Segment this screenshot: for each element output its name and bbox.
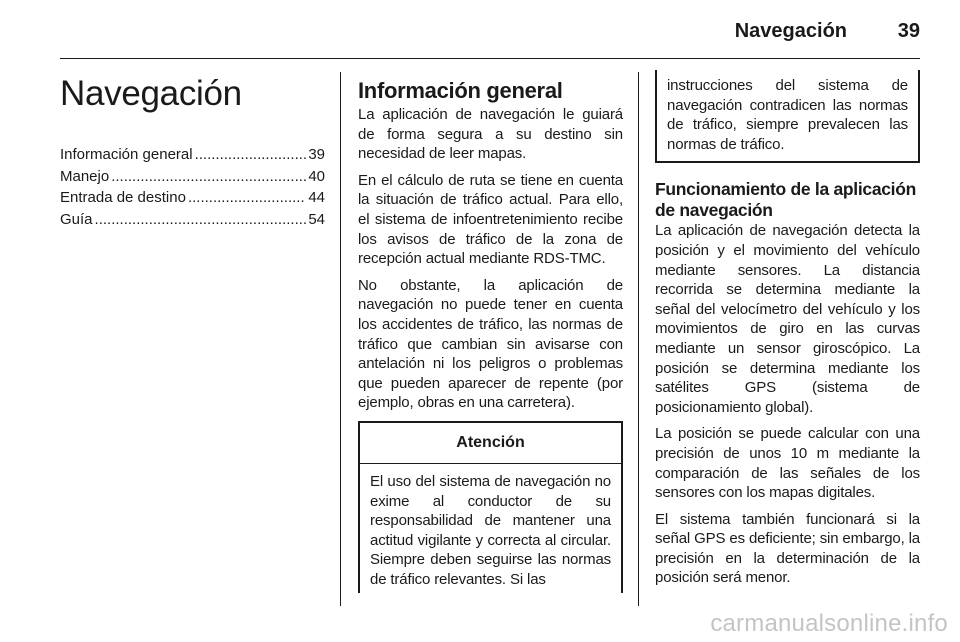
column-general-info	[358, 78, 623, 593]
body-paragraph: La posición se puede calcular con una precisión de unos 10 m mediante la comparación de las señales de los sensores con los mapas digitales.	[655, 425, 920, 502]
toc-entry-page: 44	[308, 189, 325, 207]
body-paragraph: El sistema también funcionará si la señal GPS es deficiente; sin embargo, la precisión en la determinación de la posición será menor.	[655, 510, 920, 587]
warning-text-continued: instrucciones del sistema de navegación contradicen las normas de tráfico, siempre prevalecen las normas de tráfico.	[667, 77, 908, 153]
warning-text: El uso del sistema de navegación no exime al conductor de su responsabilidad de mantener una actitud vigilante y correcta al circular. Siempre deben seguirse las normas de tráfico relevantes. Si las	[370, 472, 611, 588]
page-header	[0, 0, 960, 60]
toc-entry[interactable]	[60, 166, 325, 188]
body-paragraph: La aplicación de navegación detecta la posición y el movimiento del vehículo mediante sensores. La distancia recorrida se determina mediante la señal del velocímetro del vehículo y los movimientos de giro en las curvas mediante un sensor giroscópico. La posición se determina mediante los satélites GPS (sistema de posicionamiento global).	[655, 222, 920, 416]
column-divider-1	[340, 72, 341, 606]
watermark: carmanualsonline.info	[710, 610, 948, 637]
chapter-title: Navegación	[60, 74, 242, 113]
subsection-heading: Funcionamiento de la aplicación de navegación	[655, 179, 917, 221]
toc-leader-dots	[188, 187, 306, 209]
section-heading: Información general	[358, 78, 563, 103]
toc-entry-page: 40	[308, 167, 325, 185]
toc-leader-dots	[111, 166, 306, 188]
toc-leader-dots	[95, 209, 307, 231]
toc-entry-label: Guía	[60, 211, 93, 229]
body-paragraph: No obstante, la aplicación de navegación no puede tener en cuenta los accidentes de tráfico, las normas de tráfico que cambian sin avisarse con antelación ni los peligros o problemas que pueden aparecer de repente (por ejemplo, obras en una carretera).	[358, 276, 623, 412]
toc-entry[interactable]	[60, 209, 325, 231]
toc-entry-label: Información general	[60, 146, 193, 163]
column-navigation-operation	[655, 70, 920, 595]
header-divider	[60, 58, 920, 59]
body-paragraph: En el cálculo de ruta se tiene en cuenta la situación de tráfico actual. Para ello, el sistema de infoentretenimiento recibe los avisos de tráfico de la zona de recepción actual mediante RDS-TMC.	[358, 171, 623, 268]
warning-title: Atención	[360, 423, 621, 464]
column-divider-2	[638, 72, 639, 606]
toc-entry-label: Manejo	[60, 167, 110, 185]
toc-entry[interactable]	[60, 144, 325, 166]
toc-leader-dots	[195, 144, 307, 166]
warning-box-continued	[655, 70, 920, 163]
toc-entry-page: 39	[308, 146, 325, 163]
body-paragraph: La aplicación de navegación le guiará de forma segura a su destino sin necesidad de leer mapas.	[358, 106, 623, 163]
toc-entry-label: Entrada de destino	[60, 189, 186, 207]
toc-entry[interactable]	[60, 187, 325, 209]
warning-body	[360, 464, 621, 590]
toc-entry-page: 54	[308, 211, 325, 229]
page-number: 39	[897, 20, 920, 42]
column-toc	[60, 70, 325, 231]
warning-box	[358, 421, 623, 593]
running-header-title: Navegación	[734, 20, 847, 42]
